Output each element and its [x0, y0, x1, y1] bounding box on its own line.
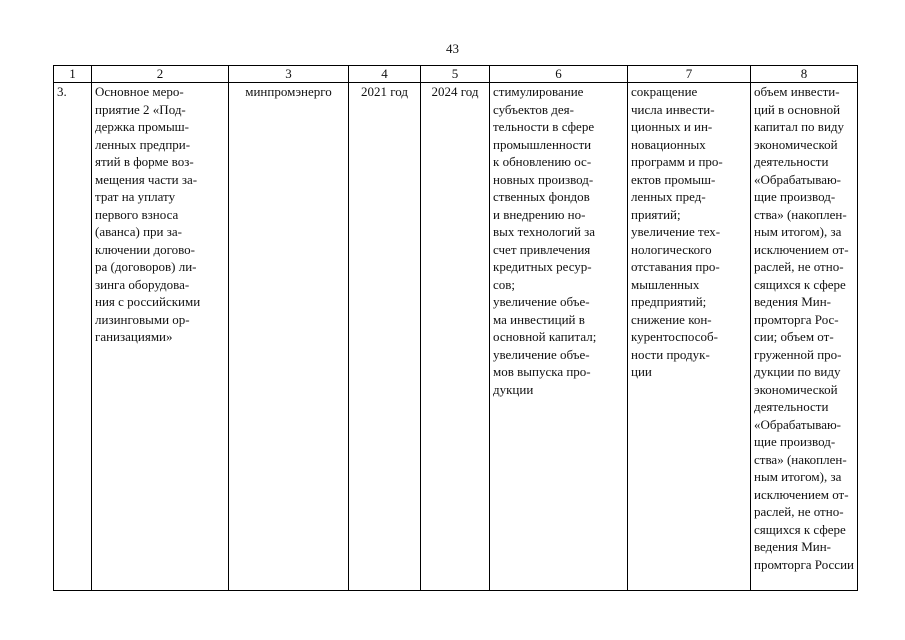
header-cell-1: 1	[54, 66, 92, 83]
executor-text: минпромэнерго	[245, 84, 332, 99]
end-year-cell	[421, 83, 490, 591]
table-row	[54, 83, 858, 591]
consequences-cell	[628, 83, 751, 591]
indicators-text: объем инвести- ций в основной капитал по виду экономической деятельности «Обрабатываю- щие производ- ства» (накоплен- ным итогом), за исключением от- раслей, не отно- сящихся к сфере ведения Мин- промторга Рос- сии; объем от- груженной про- дукции по виду экономической деятельности «Обрабатываю- щие производ- ства» (накоплен- ным итогом), за исключением от- раслей, не отно- сящихся к сфере ведения Мин- промторга России	[754, 84, 854, 572]
end-year-text: 2024 год	[431, 84, 479, 99]
header-cell-7: 7	[628, 66, 751, 83]
header-cell-3: 3	[229, 66, 349, 83]
header-cell-4: 4	[349, 66, 421, 83]
activity-cell	[92, 83, 229, 591]
consequences-text: сокращение числа инвести- ционных и ин- новационных программ и про- ектов промыш- ленных пред- приятий; увеличение тех- нологического отставания про- мышленных предприятий; снижение кон- курентоспособ- ности продук- ции	[631, 84, 723, 379]
executor-cell	[229, 83, 349, 591]
header-cell-8: 8	[751, 66, 858, 83]
header-cell-6: 6	[490, 66, 628, 83]
header-row	[54, 66, 858, 83]
program-table	[53, 65, 858, 591]
start-year-cell	[349, 83, 421, 591]
header-cell-5: 5	[421, 66, 490, 83]
header-cell-2: 2	[92, 66, 229, 83]
result-text: стимулирование субъектов дея- тельности в сфере промышленности к обновлению ос- новных производ- ственных фондов и внедрению но- вых технологий за счет привлечения кредитных ресур- сов; увеличение объе- ма инвестиций в основной капитал; увеличение объе- мов выпуска про- дукции	[493, 84, 597, 397]
start-year-text: 2021 год	[361, 84, 408, 99]
row-number-text: 3.	[57, 84, 67, 99]
indicators-cell	[751, 83, 858, 591]
row-number	[54, 83, 92, 591]
page-number: 43	[446, 41, 459, 56]
activity-text: Основное меро- приятие 2 «Под- держка промыш- ленных предпри- ятий в форме воз- мещения части за- трат на уплату первого взноса (аванса) при за- ключении догово- ра (договоров) ли- зинга оборудова- ния с российскими лизинговыми ор- ганизациями»	[95, 84, 201, 344]
result-cell	[490, 83, 628, 591]
